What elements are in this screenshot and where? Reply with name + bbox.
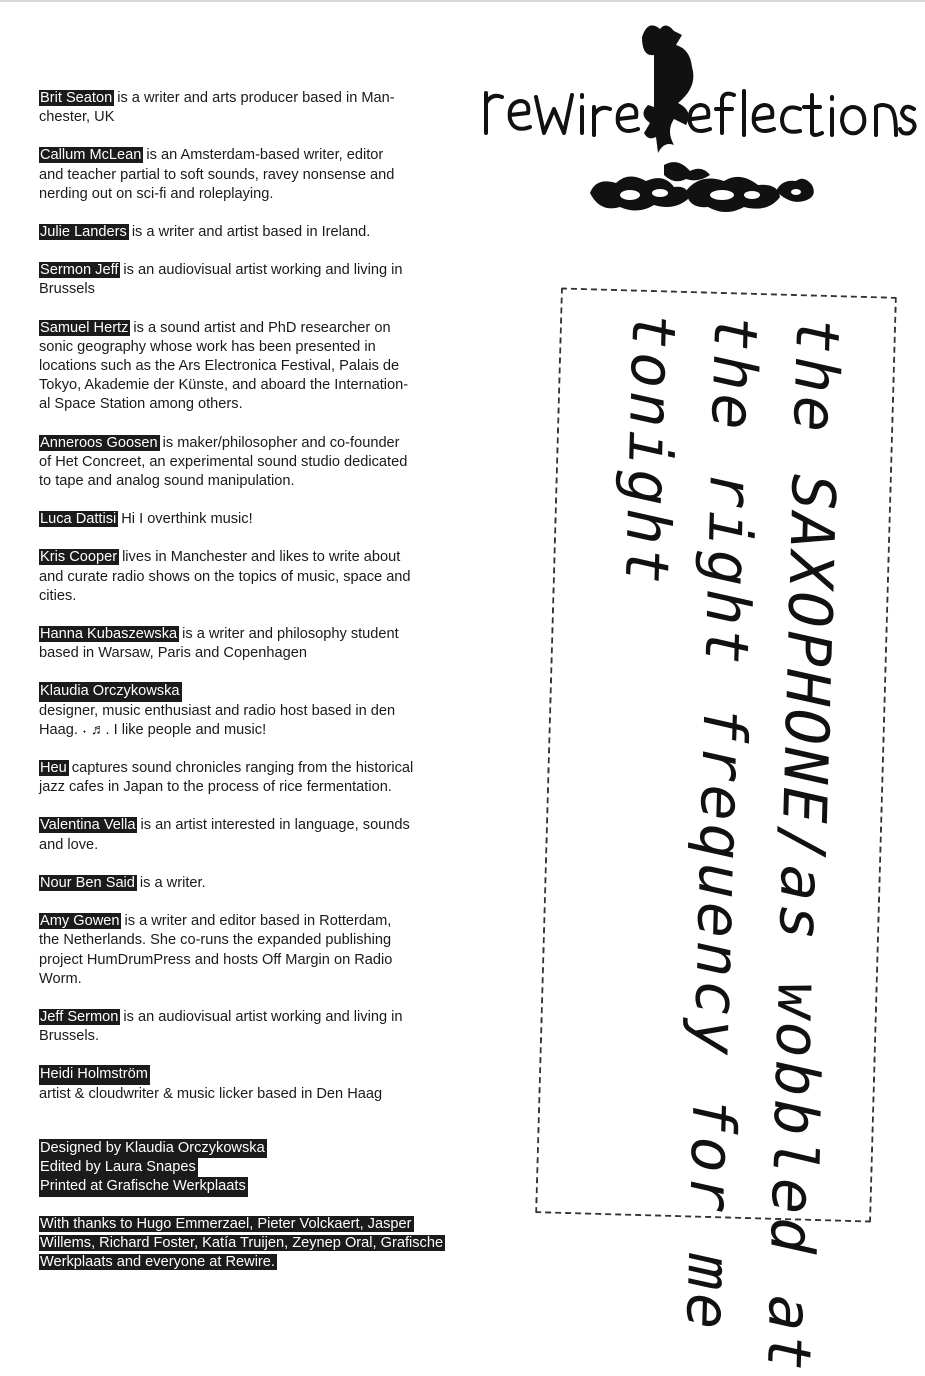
bio-name: Nour Ben Said [40,874,135,891]
bio-text: is an artist interested in language, sounds and love. [39,817,410,853]
edited-by: Edited by Laura Snapes [39,1158,198,1177]
bio-entry [39,223,451,242]
bio-text: is a sound artist and PhD researcher on sonic geography whose work has been presented in locations such as the Ars Electronica Festival, Palais de Tokyo, Akademie der Künste, and aboard the Internation- al Space Station among others. [39,319,409,413]
bio-text: is an Amsterdam-based writer, editor and teacher partial to soft sounds, ravey nonsense and nerding out on sci-fi and roleplaying. [39,147,395,202]
bio-name: Jeff Sermon [40,1008,119,1025]
bio-entry [39,625,451,663]
thanks-text: With thanks to Hugo Emmerzael, Pieter Volckaert, Jasper Willems, Richard Foster, Katía Truijen, Zeynep Oral, Grafische Werkplaats and everyone at Rewire. [40,1215,444,1271]
bio-text: is a writer and artist based in Ireland. [131,224,371,241]
bio-name: Julie Landers [40,224,127,241]
bio-entry [39,682,451,740]
bio-name: Amy Gowen [40,913,120,930]
bio-entry [39,912,451,989]
bio-text: is a writer and philosophy student based in Warsaw, Paris and Copenhagen [39,626,399,662]
bio-text: Hi I overthink music! [121,511,253,528]
bio-name: Kris Cooper [40,549,118,566]
contributor-bios [39,89,451,1123]
colophon [39,1139,459,1272]
bio-name: Anneroos Goosen [40,434,158,451]
bio-text: is an audiovisual artist working and living in Brussels [39,262,403,298]
bio-text: is a writer. [139,874,206,891]
bio-name: Callum McLean [40,147,142,164]
handwritten-note [535,287,897,1375]
bio-text: is a writer and arts producer based in Man- chester, UK [39,90,395,126]
bio-name: Valentina Vella [40,817,136,834]
bio-entry [39,261,451,299]
bio-text: captures sound chronicles ranging from the historical jazz cafes in Japan to the process of rice fermentation. [39,760,414,796]
bio-text: is an audiovisual artist working and living in Brussels. [39,1008,403,1045]
bio-name: Klaudia Orczykowska [39,682,182,701]
designed-by: Designed by Klaudia Orczykowska [39,1139,267,1158]
logo-artwork [478,15,918,225]
bio-text: is maker/philosopher and co-founder of Het Concreet, an experimental sound studio dedicated to tape and analog sound manipulation. [39,434,408,490]
bio-name: Luca Dattisi [40,511,117,528]
bio-name: Heu [40,760,67,777]
note-text-block [574,312,858,1375]
bio-name: Samuel Hertz [40,319,129,336]
bio-text: artist & cloudwriter & music licker based in Den Haag [39,1085,383,1102]
note-line-3: tonight [610,312,689,588]
bio-entry [39,816,451,854]
bio-text: is a writer and editor based in Rotterdam, the Netherlands. She co-runs the expanded publishing project HumDrumPress and hosts Off Margin on Radio Worm. [39,913,393,987]
printed-at: Printed at Grafische Werkplaats [39,1177,248,1196]
note-line-2: the right frequency for me [671,314,771,1334]
bio-entry [39,510,451,529]
rewire-reflections-logo [478,15,918,225]
bio-entry [39,146,451,204]
note-line-1: the SAXOPHONE/as wobbled at [752,316,853,1375]
acknowledgements [39,1215,459,1273]
bio-entry [39,874,451,893]
bio-entry [39,1065,451,1103]
top-rule [0,0,925,2]
bio-entry [39,89,451,127]
bio-entry [39,1008,451,1046]
bio-name: Brit Seaton [40,90,113,106]
bio-name: Sermon Jeff [40,262,119,279]
bio-name: Hanna Kubaszewska [40,626,178,643]
bio-text: lives in Manchester and likes to write about and curate radio shows on the topics of music, space and cities. [39,549,411,604]
bio-name: Heidi Holmström [39,1065,150,1084]
bio-entry [39,548,451,606]
bio-entry [39,319,451,415]
bio-entry [39,759,451,797]
bio-entry [39,434,451,492]
bio-text: designer, music enthusiast and radio host based in den Haag. ˖ ♬. I like people and music! [39,702,396,738]
